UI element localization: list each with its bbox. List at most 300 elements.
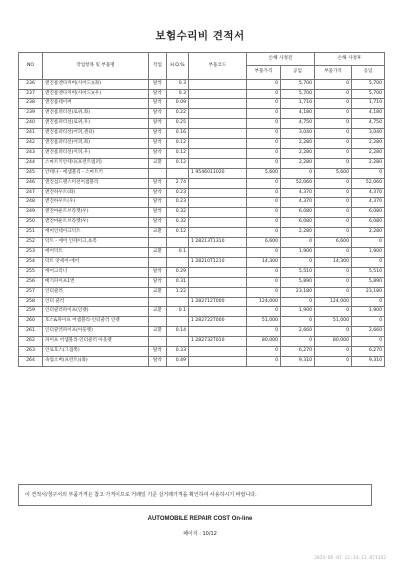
table-row <box>19 139 385 149</box>
cell-part-code <box>189 327 247 337</box>
cell-part-code <box>189 198 247 208</box>
cell-part-code <box>189 218 247 228</box>
cell-after-labor: 0 <box>352 297 385 307</box>
cell-name: 앤진룸엔다커버(사이드)(우) <box>43 89 149 99</box>
cell-name: 앤진룸퍼티션(어퍼,좌) <box>43 139 149 149</box>
cell-after-labor: 0 <box>352 238 385 248</box>
cell-before-part-price: 0 <box>247 307 281 317</box>
cell-name: 배기파이프1번 <box>43 277 149 287</box>
table-row <box>19 337 385 347</box>
cell-name: 인터쿨러 <box>43 287 149 297</box>
cell-before-labor: 2,280 <box>281 148 315 158</box>
cell-after-part-price: 51,000 <box>315 317 352 327</box>
cell-after-part-price: 14,300 <box>315 257 352 267</box>
cell-work: 교환 <box>149 158 167 168</box>
cell-part-code <box>189 99 247 109</box>
cell-after-part-price: 0 <box>315 109 352 119</box>
cell-name: 덕트 - 에어 인테이크,쵸족 <box>43 238 149 248</box>
table-row <box>19 347 385 357</box>
cell-part-code <box>189 158 247 168</box>
cell-name: 앤진하우트(우) <box>43 198 149 208</box>
cell-name: 앤진마운트브라켓(우) <box>43 208 149 218</box>
cell-after-labor: 0 <box>352 168 385 178</box>
cell-work: 탈착 <box>149 178 167 188</box>
cell-after-labor: 0 <box>352 337 385 347</box>
cell-name: 안테나 - 에셈블리 - 스마트키 <box>43 168 149 178</box>
cell-name: 앤진룸퍼티션(로위,우) <box>43 119 149 129</box>
cell-name: 인터쿨러파이프(인렛) <box>43 307 149 317</box>
cell-work: 탈착 <box>149 148 167 158</box>
cell-hq: 0.25 <box>167 119 189 129</box>
cell-work: 교환 <box>149 228 167 238</box>
header-name: 작업항목 및 부품명 <box>43 53 149 80</box>
cell-after-labor: 6,270 <box>352 347 385 357</box>
cell-after-labor: 1,710 <box>352 99 385 109</box>
cell-before-labor: 52,060 <box>281 178 315 188</box>
footer-brand: AUTOMOBILE REPAIR COST On-line <box>147 516 253 522</box>
cell-after-part-price: 6,600 <box>315 238 352 248</box>
cell-hq: 0.12 <box>167 148 189 158</box>
cell-no: 258 <box>19 297 43 307</box>
cell-part-code <box>189 119 247 129</box>
cell-before-part-price: 124,000 <box>247 297 281 307</box>
table-row <box>19 238 385 248</box>
cell-after-labor: 1,900 <box>352 248 385 258</box>
cell-hq: 0.23 <box>167 198 189 208</box>
table-row <box>19 188 385 198</box>
cell-no: 249 <box>19 208 43 218</box>
cell-work: 탈착 <box>149 188 167 198</box>
cell-after-part-price: 0 <box>315 178 352 188</box>
cell-no: 246 <box>19 178 43 188</box>
cell-hq <box>167 317 189 327</box>
page-number: 페이지 : 10/12 <box>183 531 217 537</box>
cell-name: 인터 쿨러 <box>43 297 149 307</box>
cell-hq: 0.16 <box>167 129 189 139</box>
cell-no: 240 <box>19 119 43 129</box>
cell-after-part-price: 124,000 <box>315 297 352 307</box>
table-row <box>19 168 385 178</box>
cell-part-code <box>189 178 247 188</box>
cell-before-labor: 6,080 <box>281 208 315 218</box>
cell-before-part-price: 0 <box>247 327 281 337</box>
cell-no: 264 <box>19 356 43 366</box>
table-row <box>19 277 385 287</box>
cell-before-part-price: 0 <box>247 119 281 129</box>
cell-work: 탈착 <box>149 79 167 89</box>
cell-name: 에어인테이크덕트 <box>43 228 149 238</box>
cell-no: 236 <box>19 79 43 89</box>
cell-before-labor: 2,280 <box>281 158 315 168</box>
print-timestamp: 2024-05-07 12:34:12 871152 <box>314 556 386 561</box>
cell-before-part-price: 0 <box>247 129 281 139</box>
cell-hq: 0.33 <box>167 347 189 357</box>
cell-work: 교환 <box>149 327 167 337</box>
notice-text: 이 견적서/청구서의 부품가격은 참고 가격이므로 거래일 기준 실거래가격을 확인하여 사용하시기 바랍니다. <box>18 484 372 506</box>
cell-no: 253 <box>19 248 43 258</box>
cell-before-labor: 5,700 <box>281 89 315 99</box>
cell-work <box>149 317 167 327</box>
cell-before-labor: 4,750 <box>281 119 315 129</box>
cell-no: 257 <box>19 287 43 297</box>
cell-name: 언로호스(그접쪽) <box>43 347 149 357</box>
cell-work: 탈착 <box>149 109 167 119</box>
cell-before-labor: 1,900 <box>281 307 315 317</box>
cell-after-part-price: 0 <box>315 267 352 277</box>
cell-work: 탈착 <box>149 129 167 139</box>
cell-hq: 0.12 <box>167 139 189 149</box>
cell-no: 250 <box>19 218 43 228</box>
cell-after-part-price: 0 <box>315 356 352 366</box>
table-row <box>19 248 385 258</box>
table-row <box>19 228 385 238</box>
cell-hq <box>167 168 189 178</box>
cell-before-part-price: 0 <box>247 139 281 149</box>
cell-no: 243 <box>19 148 43 158</box>
cell-part-code <box>189 109 247 119</box>
cell-before-part-price: 0 <box>247 248 281 258</box>
cell-hq <box>167 297 189 307</box>
table-row <box>19 267 385 277</box>
cell-before-labor: 0 <box>281 337 315 347</box>
cell-before-labor: 6,270 <box>281 347 315 357</box>
cell-no: 248 <box>19 198 43 208</box>
cell-before-labor: 1,900 <box>281 248 315 258</box>
cell-no: 244 <box>19 158 43 168</box>
cell-before-part-price: 0 <box>247 287 281 297</box>
header-part-code: 부품코드 <box>189 53 247 80</box>
cell-hq: 0.49 <box>167 356 189 366</box>
cell-no: 238 <box>19 99 43 109</box>
cell-after-part-price: 0 <box>315 148 352 158</box>
cell-no: 239 <box>19 109 43 119</box>
header-after-labor: 공임 <box>352 66 385 79</box>
cell-name: 속업소버(프런트)(좌) <box>43 356 149 366</box>
cell-no: 237 <box>19 89 43 99</box>
cell-no: 241 <box>19 129 43 139</box>
header-after-part-price: 부품가격 <box>315 66 352 79</box>
cell-part-code <box>189 228 247 238</box>
cell-part-code <box>189 307 247 317</box>
cell-hq: 0.12 <box>167 158 189 168</box>
cell-work <box>149 257 167 267</box>
cell-after-labor: 2,280 <box>352 158 385 168</box>
cell-after-labor: 3,040 <box>352 129 385 139</box>
cell-no: 259 <box>19 307 43 317</box>
cell-after-part-price: 0 <box>315 327 352 337</box>
cell-no: 251 <box>19 228 43 238</box>
table-row <box>19 158 385 168</box>
cell-no: 261 <box>19 327 43 337</box>
cell-after-part-price: 0 <box>315 277 352 287</box>
cell-part-code <box>189 267 247 277</box>
cell-work <box>149 297 167 307</box>
cell-after-part-price: 0 <box>315 99 352 109</box>
table-row <box>19 297 385 307</box>
cell-work: 탈착 <box>149 277 167 287</box>
cell-before-part-price: 14,300 <box>247 257 281 267</box>
table-row <box>19 327 385 337</box>
cell-before-part-price: 0 <box>247 218 281 228</box>
cell-before-part-price: 0 <box>247 347 281 357</box>
cell-part-code <box>189 129 247 139</box>
cell-part-code <box>189 347 247 357</box>
cell-before-part-price: 0 <box>247 277 281 287</box>
cell-name: 앤진섬드랜스미션어셈블리 <box>43 178 149 188</box>
cell-before-part-price: 0 <box>247 356 281 366</box>
cell-hq <box>167 337 189 347</box>
table-row <box>19 356 385 366</box>
cell-part-code <box>189 356 247 366</box>
cell-work: 탈착 <box>149 139 167 149</box>
table-row <box>19 307 385 317</box>
header-work: 작업 <box>149 53 167 80</box>
cell-before-part-price: 0 <box>247 198 281 208</box>
cell-after-labor: 5,700 <box>352 89 385 99</box>
cell-after-labor: 1,900 <box>352 307 385 317</box>
cell-name: 덕트 앗세이-에어 <box>43 257 149 267</box>
table-row <box>19 257 385 267</box>
cell-part-code: 1 282722T000 <box>189 317 247 327</box>
cell-after-part-price: 0 <box>315 287 352 297</box>
cell-work: 탈착 <box>149 89 167 99</box>
cell-hq: 0.1 <box>167 248 189 258</box>
header-before: 손해 사정전 <box>247 53 315 66</box>
table-row <box>19 109 385 119</box>
cell-before-labor: 23,180 <box>281 287 315 297</box>
cell-hq: 0.1 <box>167 307 189 317</box>
cell-part-code <box>189 89 247 99</box>
cell-part-code: 1 28213T1310 <box>189 238 247 248</box>
cell-part-code <box>189 139 247 149</box>
cell-before-part-price: 0 <box>247 188 281 198</box>
cell-before-part-price: 0 <box>247 208 281 218</box>
cell-part-code <box>189 188 247 198</box>
cell-before-part-price: 0 <box>247 158 281 168</box>
cell-after-labor: 6,080 <box>352 218 385 228</box>
table-row <box>19 287 385 297</box>
table-body <box>19 79 385 366</box>
document-title: 보험수리비 견적서 <box>155 30 245 42</box>
cell-before-labor: 0 <box>281 168 315 178</box>
header-before-labor: 공임 <box>281 66 315 79</box>
cell-part-code <box>189 148 247 158</box>
cell-after-part-price: 0 <box>315 89 352 99</box>
cell-work: 탈착 <box>149 119 167 129</box>
cell-before-labor: 4,370 <box>281 198 315 208</box>
cell-hq: 0.09 <box>167 99 189 109</box>
cell-no: 262 <box>19 337 43 347</box>
cell-hq: 0.32 <box>167 218 189 228</box>
cell-no: 247 <box>19 188 43 198</box>
cell-before-labor: 4,180 <box>281 109 315 119</box>
cell-before-labor: 2,280 <box>281 228 315 238</box>
cell-before-part-price: 0 <box>247 89 281 99</box>
cell-after-part-price: 0 <box>315 198 352 208</box>
cell-after-labor: 4,750 <box>352 119 385 129</box>
table-row <box>19 89 385 99</box>
table-row <box>19 99 385 109</box>
cell-name: 앤진룸퍼티션(어퍼,센터) <box>43 129 149 139</box>
cell-after-labor: 2,280 <box>352 148 385 158</box>
cell-before-part-price: 80,000 <box>247 337 281 347</box>
cell-work: 탈착 <box>149 267 167 277</box>
cell-work: 탈착 <box>149 99 167 109</box>
table-row <box>19 178 385 188</box>
cell-after-labor: 0 <box>352 317 385 327</box>
header-before-part-price: 부품가격 <box>247 66 281 79</box>
cell-work: 탈착 <box>149 198 167 208</box>
cell-work: 탈착 <box>149 208 167 218</box>
cell-name: 에어크리너 <box>43 267 149 277</box>
header-hq: H.Q.% <box>167 53 189 80</box>
cell-after-labor: 6,080 <box>352 208 385 218</box>
cell-after-part-price: 0 <box>315 119 352 129</box>
cell-before-labor: 2,280 <box>281 139 315 149</box>
cell-before-labor: 9,310 <box>281 356 315 366</box>
cell-after-labor: 52,060 <box>352 178 385 188</box>
cell-after-part-price: 0 <box>315 188 352 198</box>
cell-part-code <box>189 79 247 89</box>
cell-work <box>149 238 167 248</box>
cell-after-labor: 4,180 <box>352 109 385 119</box>
cell-no: 242 <box>19 139 43 149</box>
cell-part-code <box>189 277 247 287</box>
header-no: NO <box>19 53 43 80</box>
cell-before-labor: 0 <box>281 257 315 267</box>
cell-after-labor: 5,510 <box>352 267 385 277</box>
cell-after-labor: 4,370 <box>352 188 385 198</box>
cell-name: 스마트키안테나(프런트범퍼) <box>43 158 149 168</box>
cell-no: 255 <box>19 267 43 277</box>
cell-after-labor: 2,280 <box>352 139 385 149</box>
cell-hq: 0.22 <box>167 109 189 119</box>
cell-work <box>149 168 167 178</box>
cell-before-part-price: 0 <box>247 109 281 119</box>
cell-no: 256 <box>19 277 43 287</box>
table-row <box>19 208 385 218</box>
cell-before-labor: 0 <box>281 238 315 248</box>
cell-before-part-price: 0 <box>247 228 281 238</box>
cell-before-part-price: 5,600 <box>247 168 281 178</box>
cell-before-part-price: 0 <box>247 267 281 277</box>
cell-work: 탈착 <box>149 218 167 228</box>
cell-hq: 0.23 <box>167 188 189 198</box>
cell-before-part-price: 6,600 <box>247 238 281 248</box>
cell-name: 앤진하우트(좌) <box>43 188 149 198</box>
cell-after-part-price: 0 <box>315 347 352 357</box>
cell-part-code <box>189 208 247 218</box>
cell-work: 탈착 <box>149 347 167 357</box>
cell-hq: 0.29 <box>167 267 189 277</box>
cell-after-part-price: 0 <box>315 218 352 228</box>
cell-after-labor: 2,660 <box>352 327 385 337</box>
cell-after-labor: 5,890 <box>352 277 385 287</box>
cell-after-part-price: 5,600 <box>315 168 352 178</box>
cell-after-labor: 4,370 <box>352 198 385 208</box>
cell-hq: 0.32 <box>167 208 189 218</box>
cell-before-labor: 1,710 <box>281 99 315 109</box>
cell-work: 교환 <box>149 307 167 317</box>
cell-no: 245 <box>19 168 43 178</box>
cell-hq: 0.14 <box>167 327 189 337</box>
cell-before-part-price: 0 <box>247 178 281 188</box>
cell-before-labor: 5,890 <box>281 277 315 287</box>
table-row <box>19 198 385 208</box>
cell-hq <box>167 257 189 267</box>
cell-after-labor: 0 <box>352 257 385 267</box>
cell-after-part-price: 0 <box>315 139 352 149</box>
cell-part-code <box>189 248 247 258</box>
cell-no: 260 <box>19 317 43 327</box>
cell-hq: 0.12 <box>167 228 189 238</box>
cell-hq: 1.22 <box>167 287 189 297</box>
cell-after-labor: 9,310 <box>352 356 385 366</box>
cell-after-part-price: 0 <box>315 79 352 89</box>
cell-after-part-price: 0 <box>315 208 352 218</box>
cell-before-labor: 5,700 <box>281 79 315 89</box>
cell-name: 앤진룸퍼티션(어퍼,우) <box>43 148 149 158</box>
cell-before-labor: 0 <box>281 317 315 327</box>
cell-part-code: 1 9546011020 <box>189 168 247 178</box>
header-after: 손해 사정후 <box>315 53 385 66</box>
cell-hq: 0.3 <box>167 79 189 89</box>
table-row <box>19 129 385 139</box>
cell-name: 호스&파이프 어셈블리-인터쿨러 인렛 <box>43 317 149 327</box>
cell-hq: 0.31 <box>167 277 189 287</box>
cell-name: 앤진룸퍼티션(로위,좌) <box>43 109 149 119</box>
cell-before-part-price: 0 <box>247 99 281 109</box>
table-row <box>19 148 385 158</box>
cell-part-code: 1 282712T000 <box>189 297 247 307</box>
cell-name: 앤진룸테이버 <box>43 99 149 109</box>
table-row <box>19 79 385 89</box>
cell-before-part-price: 51,000 <box>247 317 281 327</box>
cell-work: 탈착 <box>149 356 167 366</box>
estimate-table <box>18 52 385 367</box>
cell-no: 263 <box>19 347 43 357</box>
table-row <box>19 218 385 228</box>
cell-before-labor: 2,660 <box>281 327 315 337</box>
cell-after-part-price: 0 <box>315 129 352 139</box>
cell-work: 교환 <box>149 248 167 258</box>
cell-name: 인터쿨러파이프(아웃렛) <box>43 327 149 337</box>
cell-work <box>149 337 167 347</box>
cell-before-labor: 4,370 <box>281 188 315 198</box>
cell-before-part-price: 0 <box>247 148 281 158</box>
cell-no: 254 <box>19 257 43 267</box>
cell-after-labor: 2,280 <box>352 228 385 238</box>
cell-name: 에어덕트 <box>43 248 149 258</box>
cell-after-part-price: 0 <box>315 248 352 258</box>
cell-after-part-price: 0 <box>315 228 352 238</box>
cell-part-code <box>189 287 247 297</box>
cell-name: 앤진룸엔다커버(사이드)(좌) <box>43 79 149 89</box>
cell-before-labor: 6,080 <box>281 218 315 228</box>
cell-hq: 2.74 <box>167 178 189 188</box>
cell-hq: 0.3 <box>167 89 189 99</box>
cell-after-part-price: 80,000 <box>315 337 352 347</box>
cell-before-part-price: 0 <box>247 79 281 89</box>
cell-no: 252 <box>19 238 43 248</box>
cell-work: 교환 <box>149 287 167 297</box>
cell-before-labor: 0 <box>281 297 315 307</box>
cell-after-labor: 5,700 <box>352 79 385 89</box>
cell-after-part-price: 0 <box>315 307 352 317</box>
cell-name: 파이프 어셈블리-인터쿨러 아웃렛 <box>43 337 149 347</box>
cell-before-labor: 5,510 <box>281 267 315 277</box>
table-row <box>19 119 385 129</box>
